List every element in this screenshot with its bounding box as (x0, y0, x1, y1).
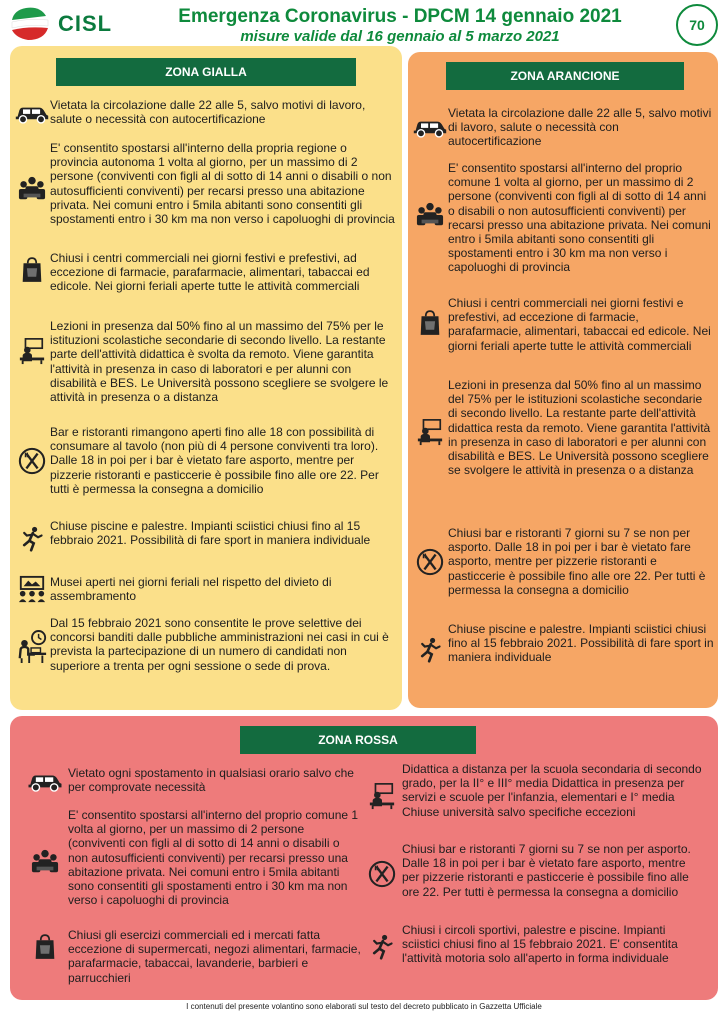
list-item: Lezioni in presenza dal 50% fino al un massimo del 75% per le istituzioni scolastiche secondarie di secondo livello. La restante parte dell'attività didattica è svolta da remoto. Viene garantita l'attività in presenza in caso di laboratori e per alunni con disabilità e BES. Le Università possono scegliere se svolgere le attività in presenza o a distanza (14, 319, 398, 404)
header (0, 0, 728, 50)
teacher-icon (368, 782, 396, 810)
zona-gialla-panel (10, 46, 402, 710)
meeting-icon (31, 848, 59, 876)
anniversary-badge (676, 4, 718, 46)
list-item: Vietato ogni spostamento in qualsiasi orario salvo che per comprovate necessità (22, 766, 362, 794)
list-item: Chiusi i centri commerciali nei giorni festivi e prefestivi, ad eccezione di farmacie, parafarmacie, alimentari, tabaccai ed edicole. Nei giorni feriali aperte tutte le attività commerciali (412, 296, 714, 353)
meeting-icon (416, 201, 444, 229)
list-item: Chiusi gli esercizi commerciali ed i mercati fatta eccezione di supermercati, negozi alimentari, farmacie, parafarmacie, tabaccai, lavanderie, barbieri e parrucchieri (22, 928, 362, 985)
cisl-logo (10, 6, 112, 42)
museum-icon (17, 575, 47, 603)
list-item: Chiusi bar e ristoranti 7 giorni su 7 se non per asporto. Dalle 18 in poi per i bar è vietato fare asporto, mentre per pizzerie ristoranti e pasticcerie è possibile fino alle ore 22. Per tutti è permessa la consegna a domicilio (412, 526, 714, 597)
zona-rossa-panel (10, 716, 718, 1000)
zona-arancione-label: ZONA ARANCIONE (446, 62, 684, 90)
list-item: E' consentito spostarsi all'interno del proprio comune 1 volta al giorno, per un massimo di 2 persone (conviventi con figli al di sotto di 14 anni o disabili o non autosufficienti conviventi) per recarsi presso una abitazione privata. Nei comuni entro i 5mila abitanti sono consentiti gli spostamenti entro i 30 km ma non verso i capoluoghi di provincia (412, 161, 714, 275)
cisl-logo-mark (10, 6, 54, 42)
teacher-icon (416, 418, 444, 446)
page-subtitle: misure valide dal 16 gennaio al 5 marzo 2021 (240, 28, 560, 45)
fork-knife-icon (416, 548, 444, 576)
car-icon (412, 116, 448, 138)
meeting-icon (18, 175, 46, 203)
teacher-icon (18, 337, 46, 365)
list-item: Lezioni in presenza dal 50% fino al un massimo del 75% per le istituzioni scolastiche secondarie di secondo livello. La restante parte dell'attività didattica resta da remoto. Viene garantita l'attività in presenza in caso di laboratori e per alunni con disabilità e BES. Le Università possono scegliere se svolgere le attività in presenza o a distanza (412, 378, 714, 477)
list-item: Chiuse piscine e palestre. Impianti sciistici chiusi fino al 15 febbraio 2021. Possibilità di fare sport in maniera individuale (412, 622, 714, 665)
zona-rossa-label: ZONA ROSSA (240, 726, 476, 754)
anniversary-badge-text: 70 (689, 17, 705, 33)
list-item: Bar e ristoranti rimangono aperti fino alle 18 con possibilità di consumare al tavolo (non più di 4 persone conviventi tra loro). Dalle 18 in poi per i bar è vietato fare asporto, mentre per pizzerie ristoranti e pasticcerie è possibile fino alle ore 22. Per tutti è permessa la consegna a domicilio (14, 425, 398, 496)
list-item: Chiusi i centri commerciali nei giorni festivi e prefestivi, ad eccezione di farmacie, parafarmacie, alimentari, tabaccai ed edicole. Nei giorni feriali aperte tutte le attività commerciali (14, 251, 398, 294)
car-icon (26, 770, 64, 792)
runner-icon (369, 933, 395, 961)
list-item: Chiuse piscine e palestre. Impianti sciistici chiusi fino al 15 febbraio 2021. Possibilità di fare sport in maniera individuale (14, 519, 398, 553)
list-item: Dal 15 febbraio 2021 sono consentite le prove selettive dei concorsi banditi dalle pubbliche amministrazioni nei casi in cui è prevista la partecipazione di un numero di candidati non superiore a trenta per ogni sessione o sede di prova. (14, 616, 398, 673)
list-item: Vietata la circolazione dalle 22 alle 5, salvo motivi di lavoro, salute o necessità con autocertificazione (14, 98, 398, 126)
fork-knife-icon (18, 447, 46, 475)
car-icon (14, 102, 50, 124)
list-item: E' consentito spostarsi all'interno della propria regione o provincia autonoma 1 volta al giorno, per un massimo di 2 persone (conviventi con figli al di sotto di 14 anni o disabili o non autosufficienti conviventi) per recarsi presso una abitazione privata. Nei comuni entro i 5mila abitanti sono consentiti gli spostamenti entro i 30 km ma non verso i capoluoghi di provincia (14, 141, 398, 226)
zona-gialla-label: ZONA GIALLA (56, 58, 356, 86)
shopping-bag-icon (34, 932, 56, 962)
list-item: E' consentito spostarsi all'interno del proprio comune 1 volta al giorno, per un massimo di 2 persone (conviventi con figli al di sotto di 14 anni o disabili o non autosufficienti conviventi) per recarsi presso una abitazione privata. Nei comuni entro i 5mila abitanti sono consentiti gli spostamenti entro i 30 km ma non verso i capoluoghi di provincia (22, 808, 362, 907)
shopping-bag-icon (21, 255, 43, 285)
fork-knife-icon (368, 860, 396, 888)
shopping-bag-icon (419, 308, 441, 338)
footer-note: I contenuti del presente volantino sono elaborati sul testo del decreto pubblicato in Gazzetta Ufficiale (186, 1002, 542, 1011)
runner-icon (19, 525, 45, 553)
list-item: Musei aperti nei giorni feriali nel rispetto del divieto di assembramento (14, 575, 398, 603)
list-item: Vietata la circolazione dalle 22 alle 5, salvo motivi di lavoro, salute o necessità con autocertificazione (412, 106, 714, 149)
list-item: Chiusi bar e ristoranti 7 giorni su 7 se non per asporto. Dalle 18 in poi per i bar è vietato fare asporto, mentre per pizzerie ristoranti e pasticcerie è possibile fino alle ore 22. Per tutti è permessa la consegna a domicilio (362, 842, 702, 899)
page-title-block (140, 6, 660, 46)
runner-icon (417, 636, 443, 664)
zona-arancione-panel (408, 52, 718, 708)
page-title: Emergenza Coronavirus - DPCM 14 gennaio 2021 (178, 6, 622, 27)
cisl-logo-text: CISL (58, 11, 113, 36)
exam-icon (16, 630, 48, 664)
list-item: Chiusi i circoli sportivi, palestre e piscine. Impianti sciistici chiusi fino al 15 febbraio 2021. E' consentita l'attività motoria solo all'aperto in forma individuale (362, 923, 702, 966)
list-item: Didattica a distanza per la scuola secondaria di secondo grado, per la II° e III° media Didattica in presenza per servizi e scuole per l'infanzia, elementari e I° media Chiuse università salvo specifiche eccezioni (362, 762, 702, 819)
